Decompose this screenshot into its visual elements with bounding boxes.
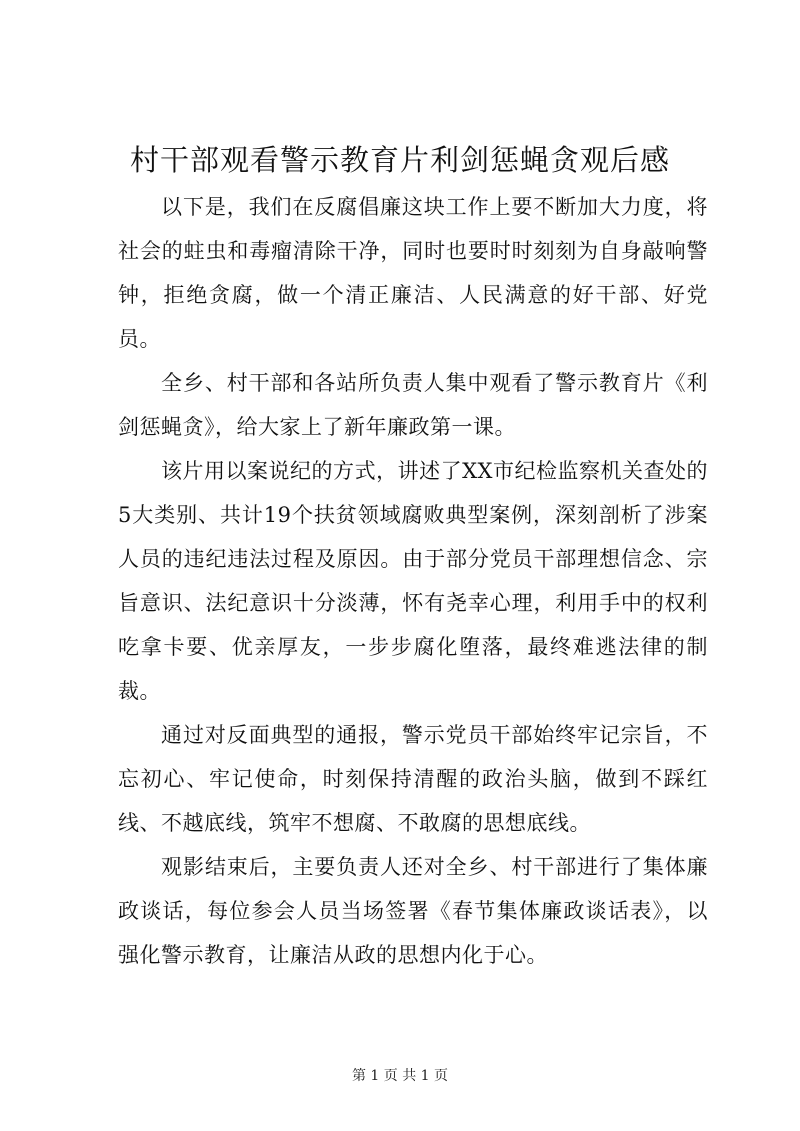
page-number-footer: 第 1 页 共 1 页: [351, 1068, 449, 1084]
paragraph-1: 以下是，我们在反腐倡廉这块工作上要不断加大力度，将社会的蛀虫和毒瘤清除干净，同时也要时时刻刻为自身敲响警钟，拒绝贪腐，做一个清正廉洁、人民满意的好干部、好党员。: [118, 195, 708, 351]
paragraph-5: 观影结束后，主要负责人还对全乡、村干部进行了集体廉政谈话，每位参会人员当场签署《春节集体廉政谈话表》，以强化警示教育，让廉洁从政的思想内化于心。: [118, 855, 708, 967]
paragraph-4: 通过对反面典型的通报，警示党员干部始终牢记宗旨，不忘初心、牢记使命，时刻保持清醒的政治头脑，做到不踩红线、不越底线，筑牢不想腐、不敢腐的思想底线。: [118, 723, 708, 835]
document-body: [118, 185, 708, 977]
paragraph-3: 该片用以案说纪的方式，讲述了XX市纪检监察机关查处的5大类别、共计19个扶贫领域腐败典型案例，深刻剖析了涉案人员的违纪违法过程及原因。由于部分党员干部理想信念、宗旨意识、法纪意识十分淡薄，怀有尧幸心理，利用手中的权利吃拿卡要、优亲厚友，一步步腐化堕落，最终难逃法律的制裁。: [118, 459, 708, 703]
paragraph-2: 全乡、村干部和各站所负责人集中观看了警示教育片《利剑惩蝇贪》，给大家上了新年廉政第一课。: [118, 371, 708, 439]
document-title: 村干部观看警示教育片利剑惩蝇贪观后感: [129, 143, 670, 177]
